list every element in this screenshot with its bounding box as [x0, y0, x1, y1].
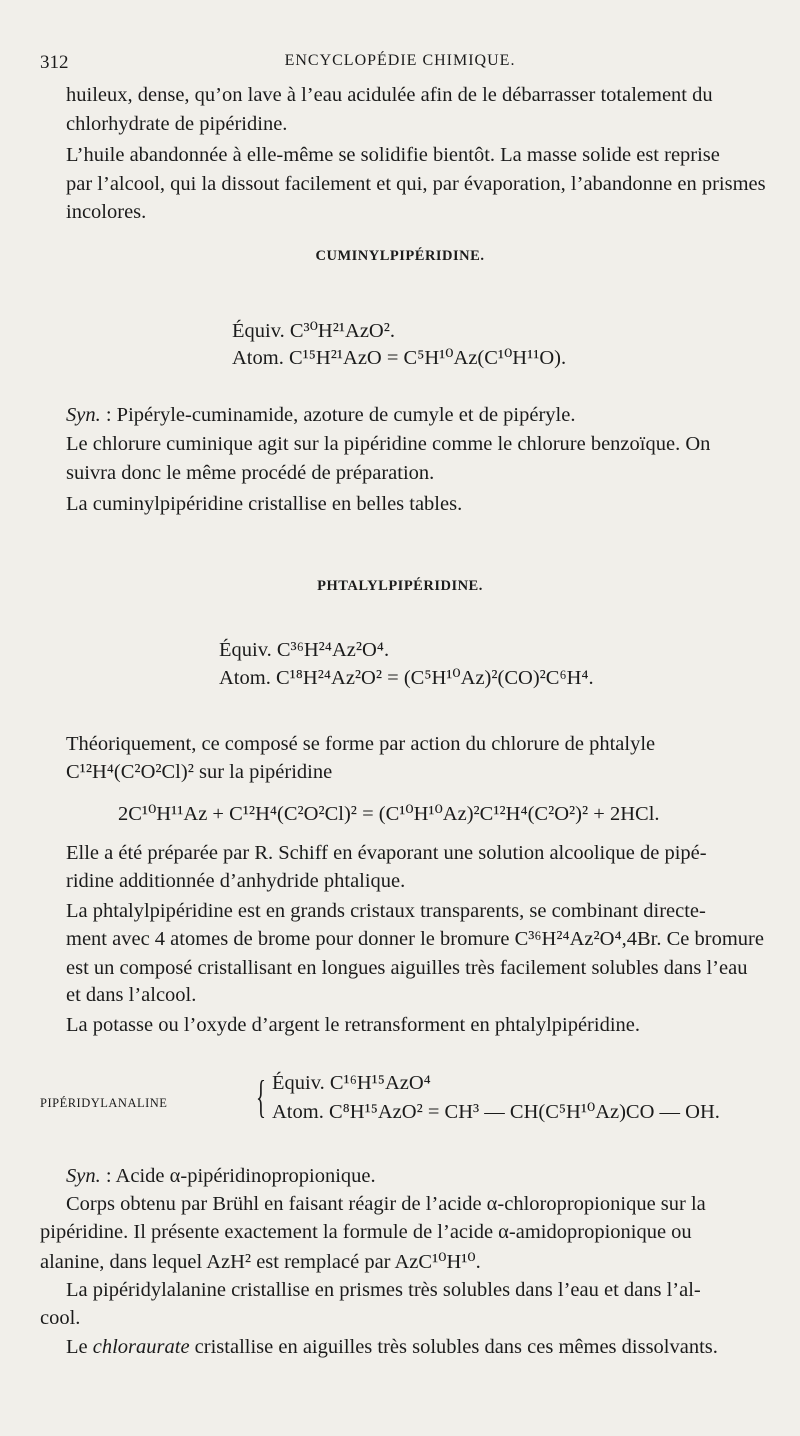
text-line: La pipéridylalanine cristallise en prismes très solubles dans l’eau et dans l’al- [66, 1279, 701, 1301]
text-line: pipéridine. Il présente exactement la formule de l’acide α-amidopropionique ou [40, 1221, 692, 1243]
text-line: par l’alcool, qui la dissout facilement et qui, par évaporation, l’abandonne en prismes [66, 173, 766, 195]
section-heading: CUMINYLPIPÉRIDINE. [315, 248, 485, 264]
formula-equiv: Équiv. C³⁶H²⁴Az²O⁴. [219, 639, 390, 661]
brace-symbol: { [256, 1071, 266, 1122]
text-line: L’huile abandonnée à elle-même se solidifie bientôt. La masse solide est reprise [66, 144, 720, 166]
section-heading: PHTALYLPIPÉRIDINE. [317, 578, 483, 594]
italic-term: chloraurate [92, 1336, 190, 1358]
text-line: Elle a été préparée par R. Schiff en évaporant une solution alcoolique de pipé- [66, 842, 707, 864]
text-fragment: cristallise en aiguilles très solubles dans ces mêmes dissolvants. [189, 1336, 718, 1358]
reaction-equation: 2C¹⁰H¹¹Az + C¹²H⁴(C²O²Cl)² = (C¹⁰H¹⁰Az)²C¹²H⁴(C²O²)² + 2HCl. [118, 803, 660, 825]
synonym-text: : Pipéryle-cuminamide, azoture de cumyle et de pipéryle. [100, 404, 576, 426]
text-line: Corps obtenu par Brühl en faisant réagir de l’acide α-chloropropionique sur la [66, 1193, 706, 1215]
formula-atom: Atom. C⁸H¹⁵AzO² = CH³ — CH(C⁵H¹⁰Az)CO — OH. [272, 1101, 720, 1123]
text-fragment: Le [66, 1336, 93, 1358]
text-line: La cuminylpipéridine cristallise en belles tables. [66, 493, 463, 515]
synonym-line [66, 1165, 376, 1188]
running-title: ENCYCLOPÉDIE CHIMIQUE. [284, 52, 516, 69]
text-line: C¹²H⁴(C²O²Cl)² sur la pipéridine [66, 761, 333, 783]
text-line: La phtalylpipéridine est en grands cristaux transparents, se combinant directe- [66, 900, 706, 922]
formula-atom: Atom. C¹⁵H²¹AzO = C⁵H¹⁰Az(C¹⁰H¹¹O). [232, 347, 567, 369]
text-line: est un composé cristallisant en longues aiguilles très facilement solubles dans l’eau [66, 957, 748, 979]
text-line: et dans l’alcool. [66, 984, 197, 1006]
synonym-line [66, 404, 575, 427]
text-line: cool. [40, 1307, 81, 1329]
compound-label: PIPÉRIDYLANALINE [40, 1096, 168, 1110]
text-line: Théoriquement, ce composé se forme par action du chlorure de phtalyle [66, 733, 656, 755]
text-line: alanine, dans lequel AzH² est remplacé par AzC¹⁰H¹⁰. [40, 1251, 481, 1273]
formula-equiv: Équiv. C¹⁶H¹⁵AzO⁴ [272, 1072, 431, 1094]
text-line: ment avec 4 atomes de brome pour donner le bromure C³⁶H²⁴Az²O⁴,4Br. Ce bromure [66, 928, 764, 950]
text-line: chlorhydrate de pipéridine. [66, 113, 288, 135]
synonym-label: Syn. [66, 1165, 101, 1187]
text-line: ridine additionnée d’anhydride phtalique. [66, 870, 406, 892]
text-line [66, 1336, 718, 1359]
formula-atom: Atom. C¹⁸H²⁴Az²O² = (C⁵H¹⁰Az)²(CO)²C⁶H⁴. [219, 667, 594, 689]
text-line: incolores. [66, 201, 147, 223]
synonym-label: Syn. [66, 404, 101, 426]
synonym-text: : Acide α-pipéridinopropionique. [100, 1165, 376, 1187]
page-number: 312 [40, 52, 69, 73]
text-line: La potasse ou l’oxyde d’argent le retransforment en phtalylpipéridine. [66, 1014, 640, 1036]
text-line: huileux, dense, qu’on lave à l’eau acidulée afin de le débarrasser totalement du [66, 84, 713, 106]
text-line: suivra donc le même procédé de préparation. [66, 462, 435, 484]
text-line: Le chlorure cuminique agit sur la pipéridine comme le chlorure benzoïque. On [66, 433, 711, 455]
formula-equiv: Équiv. C³⁰H²¹AzO². [232, 320, 395, 342]
